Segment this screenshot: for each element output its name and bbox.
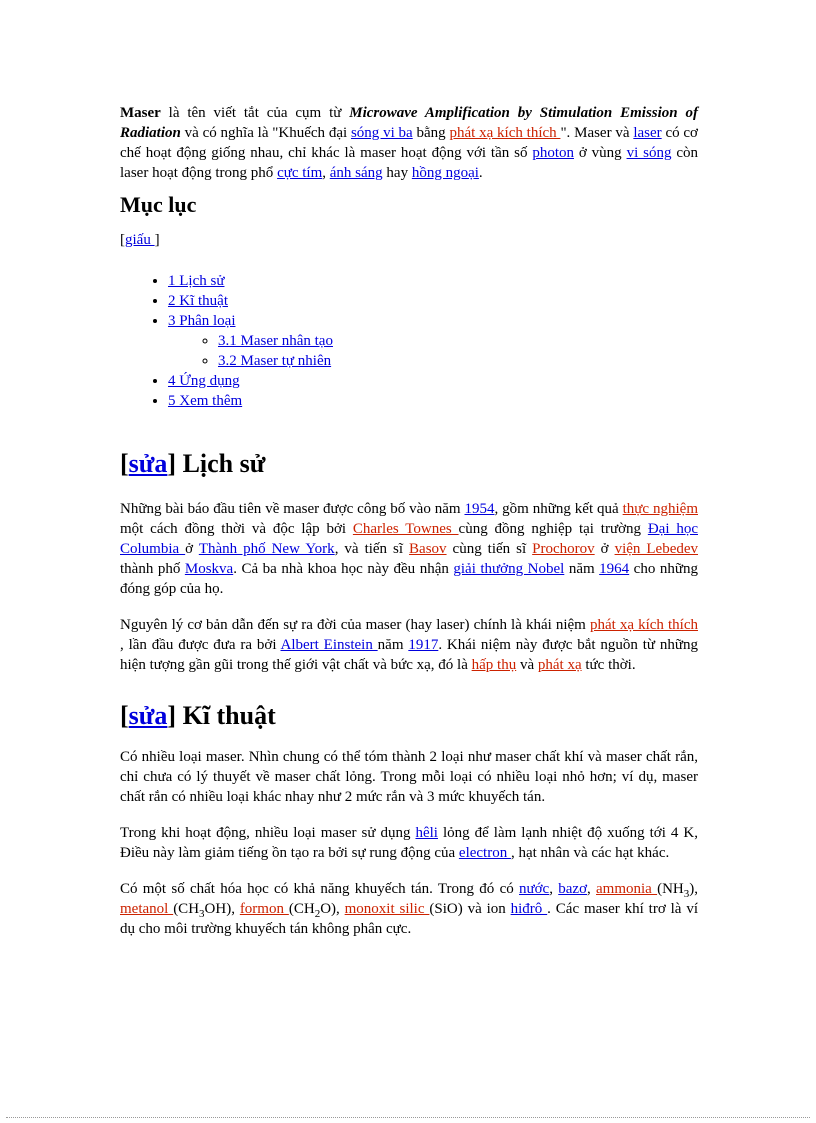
wiki-link[interactable]: 1954 (464, 501, 495, 517)
wiki-link[interactable]: Albert Einstein (280, 637, 378, 653)
edit-bracket-open: [ (120, 449, 129, 478)
technique-paragraph-1 (120, 747, 698, 807)
text-segment: ở (185, 541, 199, 557)
technique-paragraph-3 (120, 879, 698, 939)
wiki-link[interactable]: Moskva (184, 561, 234, 577)
text-segment: , lần đầu được đưa ra bởi (120, 637, 281, 653)
wiki-link[interactable]: 1964 (599, 561, 630, 577)
toc-link-maser-nhan-tao[interactable]: 3.1 Maser nhân tạo (218, 333, 333, 349)
text-segment: hay (382, 165, 412, 181)
toc-link-maser-tu-nhien[interactable]: 3.2 Maser tự nhiên (218, 353, 332, 369)
text-segment: 3 (683, 888, 690, 900)
text-segment: (SiO) và ion (429, 901, 511, 917)
text-segment: , hạt nhân và các hạt khác. (510, 845, 670, 861)
wiki-link[interactable]: laser (633, 125, 662, 141)
toc-item (168, 311, 698, 371)
text-segment: là tên viết tắt của cụm từ (160, 105, 350, 121)
text-segment: (CH (173, 901, 200, 917)
text-segment: Có nhiều loại maser. Nhìn chung có thể tóm thành 2 loại như maser chất khí và maser chất rắn, chỉ chưa có lý thuyết về maser chất lỏng. Trong mỗi loại có nhiều loại nhỏ hơn; ví dụ, maser chất rắn có nhiều loại khác nhay như 2 mức rắn và 3 mức khuyếch tán. (120, 749, 698, 805)
toc-hide-link[interactable]: giấu (125, 232, 155, 248)
wiki-redlink[interactable]: viện Lebedev (614, 541, 699, 557)
toc-link-xem-them[interactable]: 5 Xem thêm (168, 393, 243, 409)
text-segment: OH), (204, 901, 240, 917)
wiki-link[interactable]: hồng ngoại (411, 165, 479, 181)
edit-bracket-close: ] (167, 701, 183, 730)
text-segment: một cách đồng thời và độc lập bởi (120, 521, 353, 537)
text-segment: Có một số chất hóa học có khả năng khuyếch tán. Trong đó có (120, 881, 519, 897)
text-segment: , (587, 881, 597, 897)
wiki-redlink[interactable]: phát xạ kích thích (449, 125, 561, 141)
section-title: Lịch sử (182, 449, 266, 478)
wiki-redlink[interactable]: phát xạ (537, 657, 582, 673)
wiki-link[interactable]: Đại học Columbia (120, 521, 698, 557)
toc-link-ung-dung[interactable]: 4 Ứng dụng (168, 373, 240, 389)
wiki-redlink[interactable]: hấp thụ (471, 657, 517, 673)
wiki-redlink[interactable]: metanol (120, 901, 174, 917)
text-segment: Trong khi hoạt động, nhiều loại maser sử dụng (120, 825, 416, 841)
wiki-redlink[interactable]: Prochorov (532, 541, 595, 557)
wiki-link[interactable]: sóng vi ba (350, 125, 413, 141)
text-segment: . Cả ba nhà khoa học này đều nhận (233, 561, 454, 577)
text-segment: , (322, 165, 330, 181)
text-segment: , và tiến sĩ (334, 541, 410, 557)
toc-sublist (168, 331, 698, 371)
wiki-link[interactable]: bazơ (558, 881, 587, 897)
section-title: Kĩ thuật (182, 701, 276, 730)
intro-paragraph (120, 103, 698, 183)
text-segment: cùng tiến sĩ (446, 541, 533, 557)
toc-item (168, 271, 698, 291)
text-segment: còn laser hoạt động trong phổ (120, 145, 698, 181)
wiki-redlink[interactable]: ammonia (596, 881, 658, 897)
technique-paragraph-2 (120, 823, 698, 863)
text-segment: ở vùng (574, 145, 627, 161)
text-segment: . (478, 165, 483, 181)
text-segment: tức thời. (581, 657, 636, 673)
edit-link-ki-thuat[interactable]: sửa (128, 701, 168, 730)
text-segment: ". Maser và (560, 125, 634, 141)
edit-bracket-open: [ (120, 701, 129, 730)
text-segment: 2 (314, 908, 321, 920)
wiki-redlink[interactable]: Charles Townes (352, 521, 459, 537)
text-segment: O), (320, 901, 345, 917)
text-segment: , (549, 881, 559, 897)
wiki-redlink[interactable]: phát xạ kích thích (589, 617, 698, 633)
section-heading-lich-su (120, 447, 698, 481)
text-segment: . Các maser khí trơ là ví dụ cho môi trường khuyếch tán không phân cực. (120, 901, 698, 937)
text-segment: năm (564, 561, 600, 577)
wiki-link[interactable]: 1917 (408, 637, 439, 653)
text-segment: và (516, 657, 538, 673)
text-segment: (NH (657, 881, 684, 897)
text-segment: ở (594, 541, 615, 557)
toc-hide-bracket-close: ] (154, 232, 160, 248)
wiki-link[interactable]: ánh sáng (329, 165, 383, 181)
toc-link-lich-su[interactable]: 1 Lịch sử (168, 273, 225, 289)
text-segment: (CH (288, 901, 315, 917)
text-segment: cho những đóng góp của họ. (120, 561, 698, 597)
text-segment: Microwave Amplification by Stimulation Emission of Radiation (120, 105, 698, 141)
wiki-link[interactable]: photon (532, 145, 574, 161)
toc-title: Mục lục (120, 192, 197, 217)
text-segment: . Khái niệm này được bắt nguồn từ những hiện tượng gần gũi trong thế giới vật chất và bức xạ, đó là (120, 637, 699, 673)
text-segment: Những bài báo đầu tiên về maser được công bố vào năm (120, 501, 465, 517)
history-paragraph-2 (120, 615, 698, 675)
wiki-link[interactable]: vi sóng (626, 145, 672, 161)
toc-item (218, 331, 698, 351)
wiki-link[interactable]: nước (519, 881, 550, 897)
text-segment: bằng (412, 125, 450, 141)
text-segment: Nguyên lý cơ bản dẫn đến sự ra đời của maser (hay laser) chính là khái niệm (120, 617, 590, 633)
text-segment: thành phố (120, 561, 185, 577)
wiki-link[interactable]: Thành phố New York (198, 541, 335, 557)
text-segment: 3 (199, 908, 205, 920)
wiki-link[interactable]: hêli (415, 825, 438, 841)
text-segment: và có nghĩa là "Khuếch đại (180, 125, 351, 141)
toc-link-ki-thuat[interactable]: 2 Kĩ thuật (168, 293, 228, 309)
text-segment: ), (689, 881, 699, 897)
wiki-link[interactable]: giải thưởng Nobel (453, 561, 565, 577)
edit-link-lich-su[interactable]: sửa (128, 449, 168, 478)
text-segment: lỏng để làm lạnh nhiệt độ xuống tới 4 K, Điều này làm giảm tiếng ồn tạo ra bởi sự rung động của (120, 825, 698, 861)
section-heading-ki-thuat (120, 699, 698, 733)
toc-hide-bracket-open: [ (120, 232, 125, 248)
wiki-link[interactable]: hiđrô (510, 901, 548, 917)
toc-item (218, 351, 698, 371)
toc-item (168, 391, 698, 411)
wiki-redlink[interactable]: Basov (409, 541, 447, 557)
wiki-redlink[interactable]: formon (239, 901, 289, 917)
toc-hide-control (120, 231, 698, 249)
wiki-redlink[interactable]: monoxit silic (344, 901, 430, 917)
history-paragraph-1 (120, 499, 698, 599)
toc-list (120, 271, 698, 411)
text-segment: Maser (120, 105, 161, 121)
toc-item (168, 371, 698, 391)
text-segment: cùng đồng nghiệp tại trường (458, 521, 648, 537)
page-break-marker (6, 1117, 810, 1118)
wiki-link[interactable]: electron (458, 845, 511, 861)
wiki-redlink[interactable]: thực nghiệm (622, 501, 698, 517)
wiki-link[interactable]: cực tím (277, 165, 323, 181)
text-segment: , gồm những kết quả (494, 501, 623, 517)
toc-link-phan-loai[interactable]: 3 Phân loại (168, 313, 236, 329)
toc-item (168, 291, 698, 311)
text-segment: có cơ chế hoạt động giống nhau, chỉ khác là maser hoạt động với tần số (120, 125, 698, 161)
text-segment: năm (377, 637, 409, 653)
edit-bracket-close: ] (167, 449, 183, 478)
